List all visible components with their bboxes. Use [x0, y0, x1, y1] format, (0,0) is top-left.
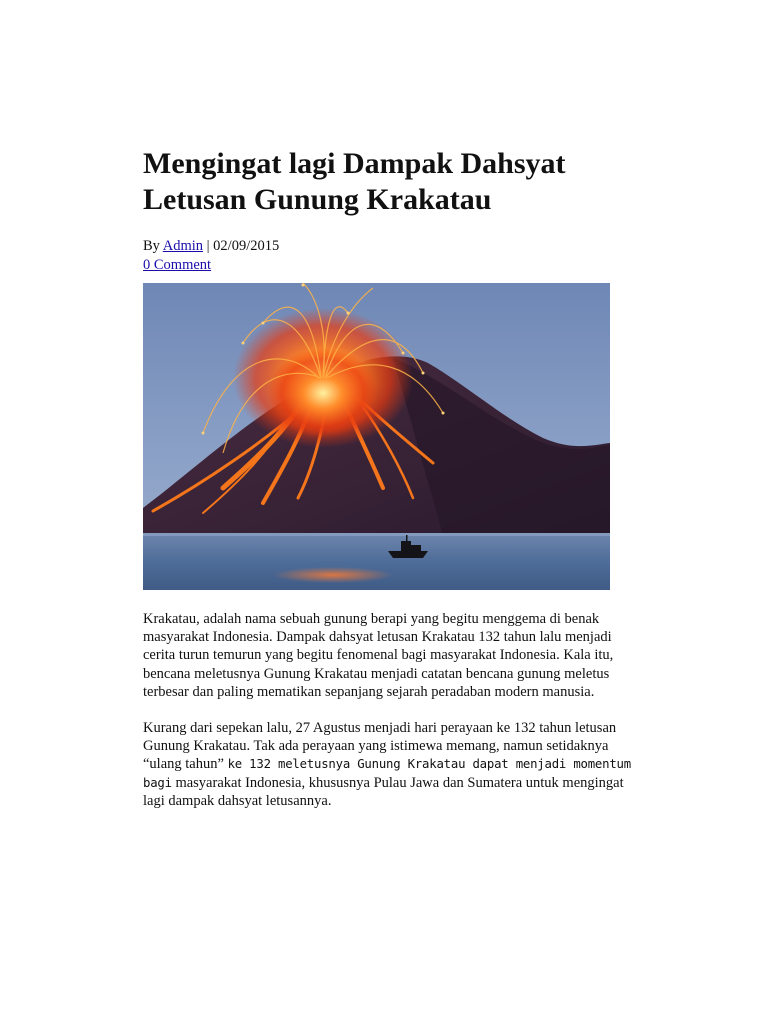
- article-title: [143, 146, 643, 218]
- paragraph-2: [143, 719, 643, 810]
- title-line-1: Mengingat lagi Dampak Dahsyat: [143, 147, 566, 180]
- author-link[interactable]: Admin: [162, 238, 204, 254]
- paragraph-2-mono: ke 132 meletusnya Gunung Krakatau dapat menjadi momentum bagi: [143, 757, 631, 790]
- volcano-eruption-photo: [143, 283, 610, 590]
- paragraph-2-end: masyarakat Indonesia, khususnya Pulau Jawa dan Sumatera untuk mengingat lagi dampak dahsyat letusannya.: [143, 774, 624, 809]
- post-date: | 02/09/2015: [203, 238, 280, 254]
- comments-link[interactable]: 0 Comment: [143, 257, 212, 273]
- by-prefix: By: [143, 238, 163, 254]
- paragraph-1: Krakatau, adalah nama sebuah gunung berapi yang begitu menggema di benak masyarakat Indonesia. Dampak dahsyat letusan Krakatau 132 tahun lalu menjadi cerita turun temurun yang begitu fenomenal bagi masyarakat Indonesia. Kala itu, bencana meletusnya Gunung Krakatau menjadi catatan bencana gunung meletus terbesar dan paling mematikan sepanjang sejarah peradaban modern manusia.: [143, 611, 614, 700]
- article-meta: [143, 237, 643, 275]
- title-line-2: Letusan Gunung Krakatau: [143, 183, 492, 216]
- paragraph-2-start: Kurang dari sepekan lalu, 27 Agustus menjadi hari perayaan ke 132 tahun letusan Gunung Krakatau. Tak ada perayaan yang istimewa memang, namun setidaknya “ulang tahun”: [143, 720, 617, 773]
- article: [143, 146, 643, 810]
